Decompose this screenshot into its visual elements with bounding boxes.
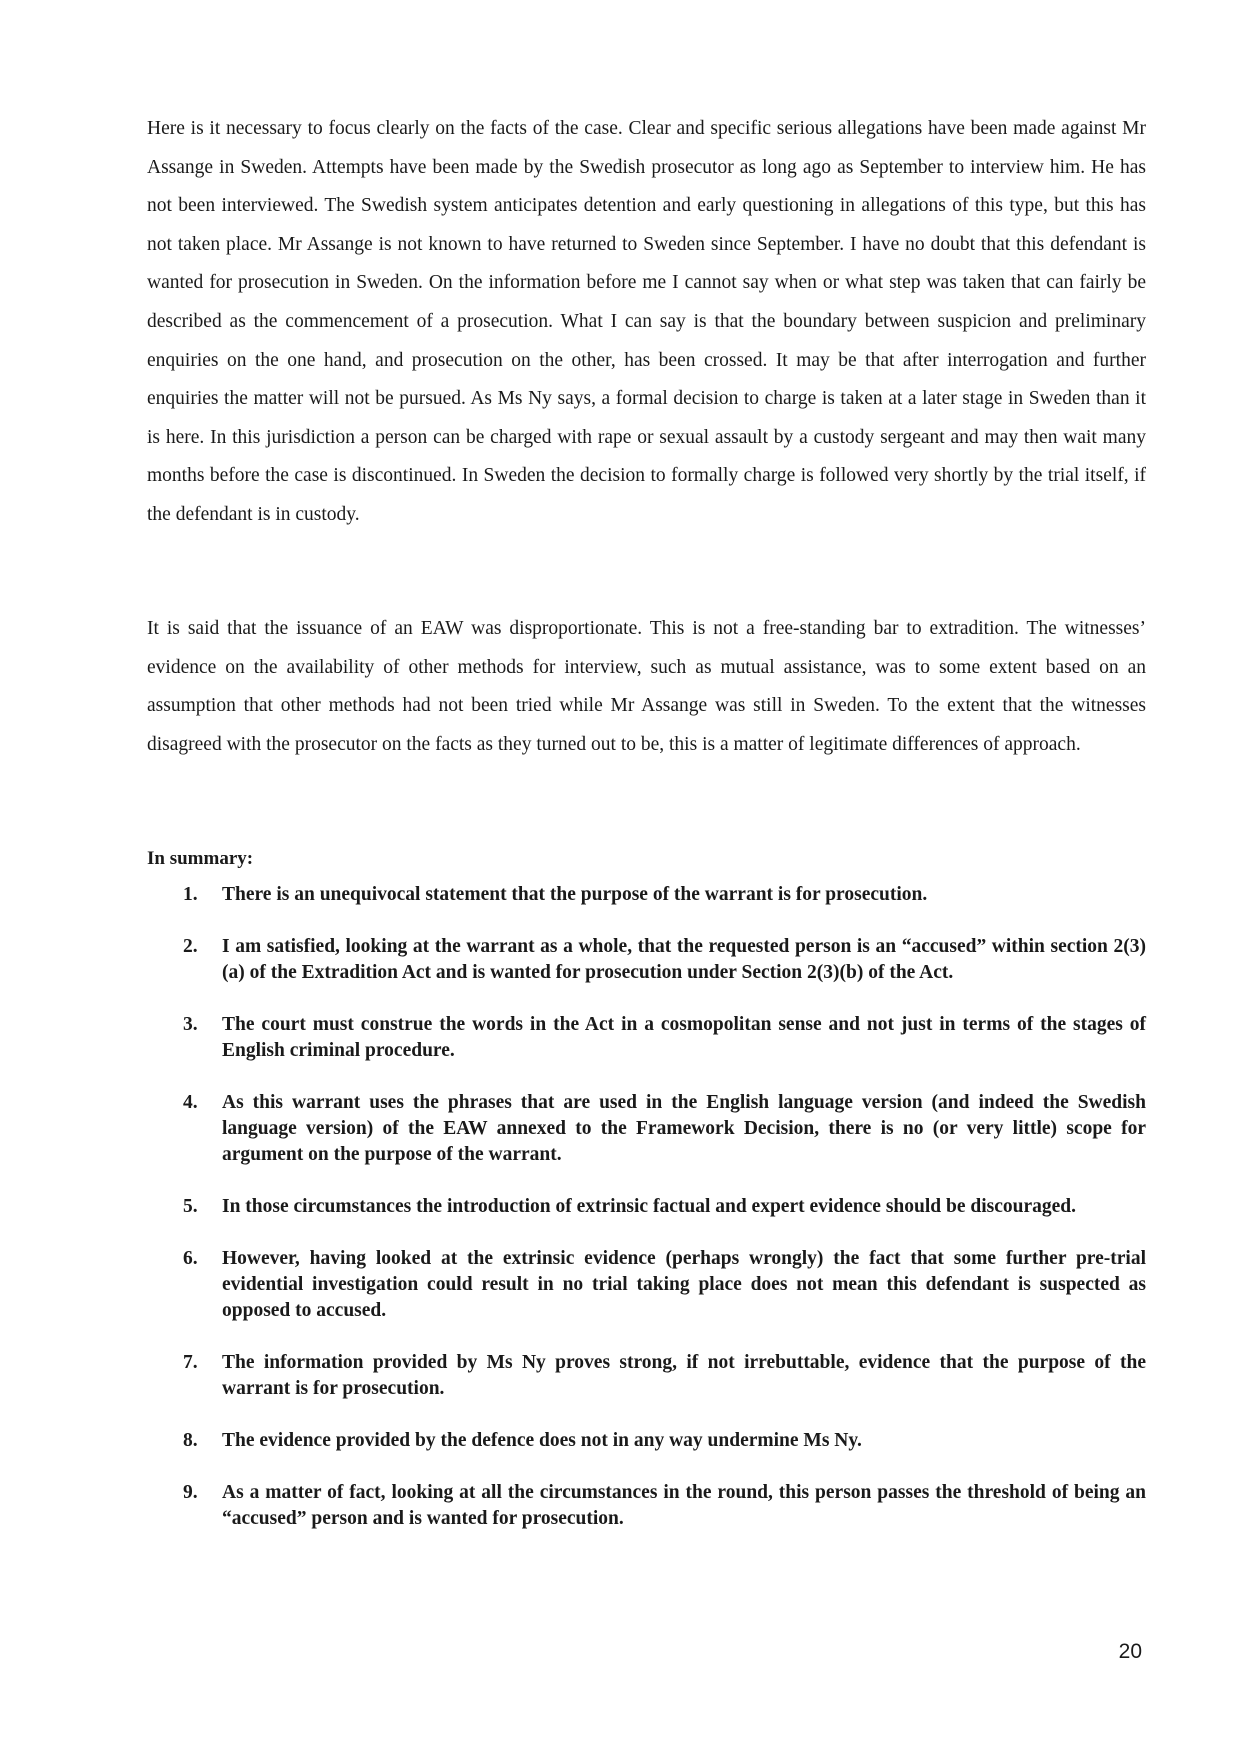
item-text: However, having looked at the extrinsic evidence (perhaps wrongly) the fact that some further pre-trial evidential investigation could result in no trial taking place does not mean this defendant is suspected as opposed to accused. [222,1248,1146,1321]
item-text: The evidence provided by the defence does not in any way undermine Ms Ny. [222,1430,862,1451]
item-number: 9. [183,1482,198,1503]
body-paragraph: Here is it necessary to focus clearly on the facts of the case. Clear and specific serious allegations have been made against Mr Assange in Sweden. Attempts have been made by the Swedish prosecutor as long ago as September to interview him. He has not been interviewed. The Swedish system anticipates detention and early questioning in allegations of this type, but this has not taken place. Mr Assange is not known to have returned to Sweden since September. I have no doubt that this defendant is wanted for prosecution in Sweden. On the information before me I cannot say when or what step was taken that can fairly be described as the commencement of a prosecution. What I can say is that the boundary between suspicion and preliminary enquiries on the one hand, and prosecution on the other, has been crossed. It may be that after interrogation and further enquiries the matter will not be pursued. As Ms Ny says, a formal decision to charge is taken at a later stage in Sweden than it is here. In this jurisdiction a person can be charged with rape or sexual assault by a custody sergeant and may then wait many months before the case is discontinued. In Sweden the decision to formally charge is followed very shortly by the trial itself, if the defendant is in custody. [147,118,1146,525]
item-number: 5. [183,1196,198,1217]
document-page [147,0,1146,1755]
summary-item [147,1428,1146,1454]
item-number: 4. [183,1092,198,1113]
summary-item [147,1012,1146,1064]
item-number: 8. [183,1430,198,1451]
item-text: As a matter of fact, looking at all the circumstances in the round, this person passes the threshold of being an “accused” person and is wanted for prosecution. [222,1482,1146,1529]
item-number: 7. [183,1352,198,1373]
body-paragraph: It is said that the issuance of an EAW was disproportionate. This is not a free-standing bar to extradition. The witnesses’ evidence on the availability of other methods for interview, such as mutual assistance, was to some extent based on an assumption that other methods had not been tried while Mr Assange was still in Sweden. To the extent that the witnesses disagreed with the prosecutor on the facts as they turned out to be, this is a matter of legitimate differences of approach. [147,618,1146,755]
item-text: I am satisfied, looking at the warrant as a whole, that the requested person is an “accused” within section 2(3)(a) of the Extradition Act and is wanted for prosecution under Section 2(3)(b) of the Act. [222,936,1146,983]
item-text: The information provided by Ms Ny proves strong, if not irrebuttable, evidence that the purpose of the warrant is for prosecution. [222,1352,1146,1399]
summary-heading: In summary: [147,848,254,869]
item-text: There is an unequivocal statement that the purpose of the warrant is for prosecution. [222,884,928,905]
page-number: 20 [1118,1640,1142,1663]
item-text: As this warrant uses the phrases that are used in the English language version (and indeed the Swedish language version) of the EAW annexed to the Framework Decision, there is no (or very little) scope for argument on the purpose of the warrant. [222,1092,1146,1165]
item-text: In those circumstances the introduction of extrinsic factual and expert evidence should be discouraged. [222,1196,1077,1217]
summary-item [147,1090,1146,1168]
summary-item [147,1246,1146,1324]
summary-item [147,1350,1146,1402]
item-number: 2. [183,936,198,957]
item-number: 6. [183,1248,198,1269]
summary-item [147,934,1146,986]
summary-list [147,882,1146,1558]
summary-item [147,1480,1146,1532]
summary-item [147,882,1146,908]
item-number: 1. [183,884,198,905]
item-number: 3. [183,1014,198,1035]
item-text: The court must construe the words in the Act in a cosmopolitan sense and not just in terms of the stages of English criminal procedure. [222,1014,1146,1061]
summary-item [147,1194,1146,1220]
